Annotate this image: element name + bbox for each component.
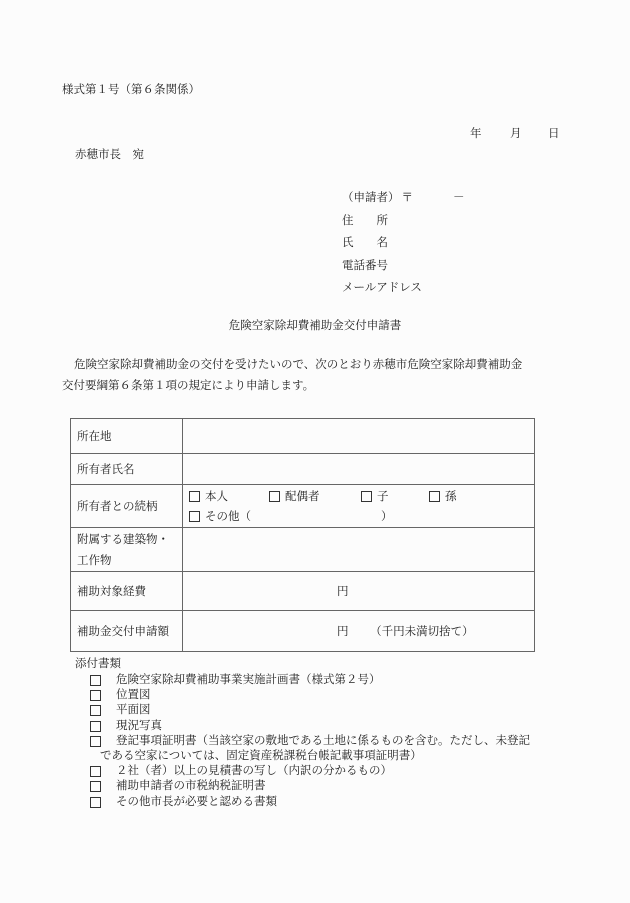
checkbox-icon[interactable]	[90, 736, 101, 747]
table-row-relationship	[71, 485, 535, 528]
application-table	[70, 418, 535, 652]
postal-code-field[interactable]	[413, 186, 453, 209]
addressee: 赤穂市長 宛	[75, 147, 144, 161]
date-year: 年	[470, 126, 482, 140]
eligible-cost-unit: 円	[337, 584, 349, 598]
name-field[interactable]	[388, 231, 568, 254]
attachment-item: 現況写真	[88, 718, 530, 733]
applicant-email-row	[342, 276, 568, 299]
label-subsidy-amount: 補助金交付申請額	[71, 611, 183, 652]
relationship-cell	[183, 485, 535, 528]
label-relationship: 所有者との続柄	[71, 485, 183, 528]
postal-mark: 〒	[401, 190, 413, 204]
table-row-eligible-cost	[71, 572, 535, 611]
applicant-phone-row	[342, 254, 568, 277]
eligible-cost-field[interactable]	[183, 572, 535, 611]
checkbox-icon[interactable]	[90, 705, 101, 716]
attachment-item: ２社（者）以上の見積書の写し（内訳の分かるもの）	[88, 763, 530, 778]
relationship-other-row	[189, 506, 534, 526]
date-line	[470, 125, 560, 141]
checkbox-icon[interactable]	[90, 675, 101, 686]
attachment-item: 危険空家除却費補助事業実施計画書（様式第２号）	[88, 672, 530, 687]
checkbox-icon[interactable]	[90, 721, 101, 732]
checkbox-icon[interactable]	[90, 781, 101, 792]
phone-label: 電話番号	[342, 257, 388, 272]
date-day: 日	[548, 126, 560, 140]
owner-name-field[interactable]	[183, 454, 535, 485]
relationship-options-row	[189, 486, 534, 506]
checkbox-icon[interactable]	[361, 491, 372, 502]
applicant-name-row	[342, 231, 568, 254]
option-other-close: ）	[381, 509, 393, 523]
attachment-item: 平面図	[88, 702, 530, 717]
attachments-list	[88, 672, 530, 809]
subsidy-amount-unit: 円	[337, 624, 349, 638]
attachment-item-continuation: である空家については、固定資産税課税台帳記載事項証明書）	[100, 748, 422, 763]
document-title: 危険空家除却費補助金交付申請書	[228, 318, 402, 332]
email-label: メールアドレス	[342, 280, 422, 294]
date-month: 月	[510, 126, 522, 140]
body-line-2: 交付要綱第６条第１項の規定により申請します。	[62, 378, 315, 392]
attachment-item: 登記事項証明書（当該空家の敷地である土地に係るものを含む。ただし、未登記	[88, 733, 530, 748]
label-eligible-cost: 補助対象経費	[71, 572, 183, 611]
applicant-label: （申請者）	[342, 190, 400, 204]
table-row-owner-name	[71, 454, 535, 485]
option-self[interactable]: 本人	[189, 488, 269, 504]
location-field[interactable]	[183, 419, 535, 454]
label-owner-name: 所有者氏名	[71, 454, 183, 485]
checkbox-icon[interactable]	[90, 690, 101, 701]
address-label: 住 所	[342, 212, 388, 227]
attachments-title: 添付書類	[75, 656, 121, 670]
option-grandchild[interactable]: 孫	[429, 488, 457, 504]
subsidy-rounding-note: （千円未満切捨て）	[370, 624, 474, 638]
body-line-1: 危険空家除却費補助金の交付を受けたいので、次のとおり赤穂市危険空家除却費補助金	[74, 357, 523, 371]
table-row-location	[71, 419, 535, 454]
applicant-postal-row	[342, 186, 568, 209]
applicant-address-row	[342, 209, 568, 232]
form-number: 様式第１号（第６条関係）	[62, 82, 200, 96]
option-other-label: その他（	[205, 509, 251, 523]
phone-field[interactable]	[388, 254, 568, 277]
checkbox-icon[interactable]	[90, 766, 101, 777]
name-label: 氏 名	[342, 235, 388, 249]
body-text	[62, 354, 562, 396]
checkbox-icon[interactable]	[90, 797, 101, 808]
table-row-subsidy-amount	[71, 611, 535, 652]
postal-dash: －	[453, 190, 465, 204]
label-attached-structures: 附属する建築物・ 工作物	[71, 528, 183, 572]
attachment-item: その他市長が必要と認める書類	[88, 794, 530, 809]
label-location: 所在地	[71, 419, 183, 454]
attached-structures-field[interactable]	[183, 528, 535, 572]
table-row-attached-structures	[71, 528, 535, 572]
option-spouse[interactable]: 配偶者	[269, 488, 361, 504]
address-field[interactable]	[388, 209, 568, 232]
applicant-block	[342, 186, 568, 299]
checkbox-icon[interactable]	[189, 491, 200, 502]
attachment-item: 位置図	[88, 687, 530, 702]
checkbox-icon[interactable]	[429, 491, 440, 502]
option-child[interactable]: 子	[361, 488, 429, 504]
email-field[interactable]	[422, 276, 562, 299]
checkbox-icon[interactable]	[189, 511, 200, 522]
subsidy-amount-field[interactable]	[183, 611, 535, 652]
checkbox-icon[interactable]	[269, 491, 280, 502]
attachment-item: 補助申請者の市税納税証明書	[88, 778, 530, 793]
